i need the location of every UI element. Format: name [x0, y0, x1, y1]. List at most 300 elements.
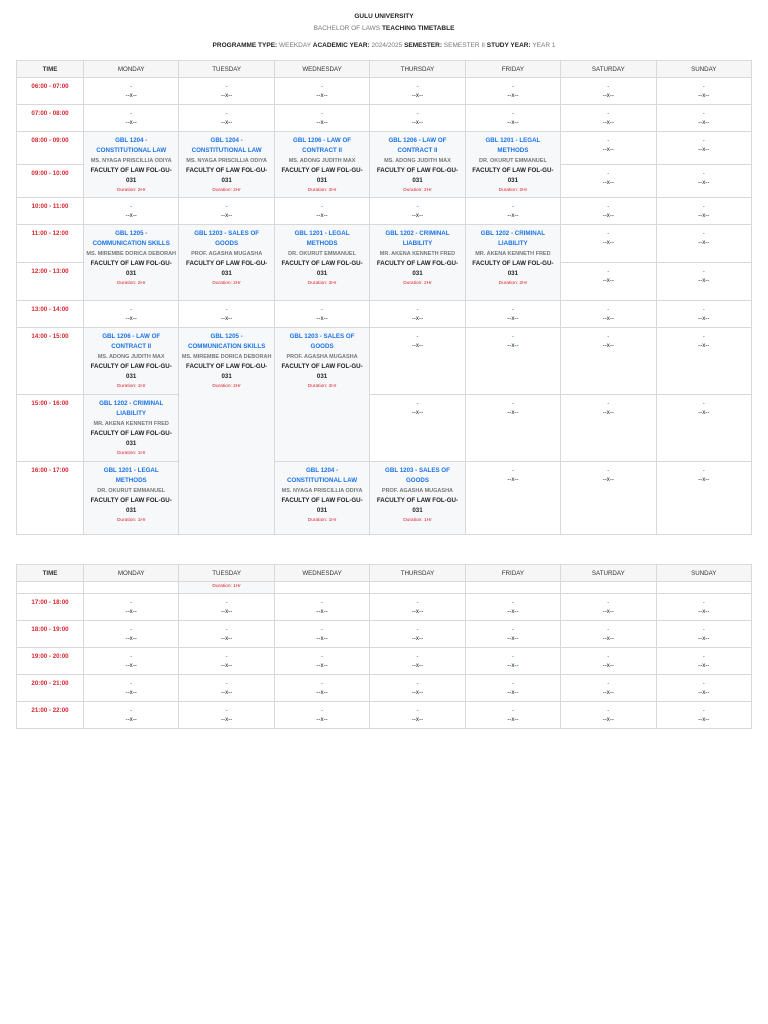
- free-slot: [465, 78, 560, 105]
- free-marker: --x--: [220, 716, 233, 723]
- session-course: GBL 1205 - COMMUNICATION SKILLS: [92, 230, 170, 247]
- free-marker: --x--: [411, 662, 424, 669]
- free-marker: --x--: [507, 212, 519, 219]
- free-slot: [465, 301, 560, 328]
- time-slot: 12:00 - 13:00: [17, 263, 84, 301]
- academic-year-label: ACADEMIC YEAR:: [312, 42, 370, 49]
- free-marker: --x--: [602, 179, 614, 186]
- free-slot: [84, 702, 179, 729]
- free-marker: --x--: [698, 342, 710, 349]
- semester-value: SEMESTER II: [443, 42, 485, 49]
- free-marker: --x--: [316, 608, 328, 615]
- free-slot: [274, 648, 369, 675]
- free-slot: [179, 105, 274, 132]
- free-dash: -: [321, 707, 324, 714]
- session-cell[interactable]: [274, 462, 369, 535]
- free-slot: [179, 702, 274, 729]
- col-sunday: SUNDAY: [656, 565, 751, 582]
- free-dash: -: [702, 333, 705, 340]
- free-marker: --x--: [411, 315, 424, 322]
- free-slot: [274, 621, 369, 648]
- session-lecturer: DR. OKURUT EMMANUEL: [478, 158, 547, 164]
- free-dash: -: [607, 268, 610, 275]
- free-slot: [179, 675, 274, 702]
- free-dash: -: [511, 653, 514, 660]
- free-dash: -: [321, 599, 324, 606]
- free-slot: [274, 78, 369, 105]
- free-slot: [465, 702, 560, 729]
- col-thursday: THURSDAY: [370, 61, 465, 78]
- session-lecturer: MR. AKENA KENNETH FRED: [475, 251, 551, 257]
- free-marker: --x--: [125, 662, 137, 669]
- time-slot: 11:00 - 12:00: [17, 225, 84, 263]
- session-course: GBL 1201 - LEGAL METHODS: [485, 137, 541, 154]
- session-duration: Duration: 2Hr: [212, 384, 241, 389]
- free-dash: -: [511, 707, 514, 714]
- free-slot: [370, 198, 465, 225]
- slot-row: [17, 225, 752, 263]
- free-dash: -: [511, 203, 514, 210]
- free-dash: -: [607, 333, 610, 340]
- free-slot: [179, 198, 274, 225]
- free-slot: [274, 105, 369, 132]
- time-slot: 16:00 - 17:00: [17, 462, 84, 535]
- session-lecturer: MR. AKENA KENNETH FRED: [93, 421, 169, 427]
- free-slot: [465, 105, 560, 132]
- programme-title: [0, 23, 768, 35]
- free-marker: --x--: [698, 635, 710, 642]
- free-dash: -: [511, 306, 514, 313]
- semester-label: SEMESTER:: [404, 42, 442, 49]
- free-slot: [656, 132, 751, 165]
- session-cell[interactable]: [370, 225, 465, 301]
- free-dash: -: [607, 83, 610, 90]
- session-lecturer: MS. ADONG JUDITH MAX: [288, 158, 356, 164]
- session-lecturer: MR. AKENA KENNETH FRED: [379, 251, 456, 257]
- free-dash: -: [702, 83, 705, 90]
- slot-row: [17, 328, 752, 395]
- free-slot: [370, 594, 465, 621]
- free-slot: [370, 78, 465, 105]
- session-cell[interactable]: [84, 462, 179, 535]
- session-room: FACULTY OF LAW FOL-GU-031: [376, 497, 459, 514]
- free-marker: --x--: [698, 92, 710, 99]
- col-tuesday: TUESDAY: [179, 565, 274, 582]
- time-slot: 08:00 - 09:00: [17, 132, 84, 165]
- free-dash: -: [607, 230, 610, 237]
- free-dash: -: [702, 599, 705, 606]
- session-cell[interactable]: [370, 132, 465, 198]
- free-slot: [179, 594, 274, 621]
- col-saturday: SATURDAY: [561, 61, 656, 78]
- free-marker: --x--: [220, 92, 233, 99]
- timetable-label: TEACHING TIMETABLE: [381, 25, 455, 32]
- free-dash: -: [321, 83, 324, 90]
- table-header-row: [17, 565, 752, 582]
- free-marker: --x--: [220, 315, 233, 322]
- time-slot: 09:00 - 10:00: [17, 165, 84, 198]
- study-year-value: YEAR 1: [532, 42, 556, 49]
- col-time: TIME: [17, 565, 84, 582]
- session-cell[interactable]: [84, 225, 179, 301]
- free-marker: --x--: [125, 635, 137, 642]
- slot-row: [17, 462, 752, 535]
- free-marker: --x--: [125, 689, 137, 696]
- session-duration: Duration: 2Hr: [212, 281, 241, 286]
- free-slot: [84, 78, 179, 105]
- free-marker: --x--: [507, 119, 519, 126]
- free-slot: [465, 675, 560, 702]
- free-dash: -: [511, 400, 514, 407]
- free-marker: --x--: [602, 689, 614, 696]
- free-marker: --x--: [698, 119, 710, 126]
- free-marker: --x--: [698, 608, 710, 615]
- timetable-day: [16, 60, 752, 535]
- free-marker: --x--: [507, 342, 519, 349]
- session-room: FACULTY OF LAW FOL-GU-031: [281, 497, 363, 514]
- free-marker: --x--: [698, 239, 710, 246]
- free-slot: [465, 198, 560, 225]
- free-marker: --x--: [507, 476, 519, 483]
- free-slot: [656, 78, 751, 105]
- continuation-duration: Duration: 1Hr: [179, 582, 274, 594]
- session-cell[interactable]: [179, 132, 274, 198]
- free-dash: -: [702, 306, 705, 313]
- free-marker: --x--: [507, 409, 519, 416]
- free-marker: --x--: [411, 212, 424, 219]
- timetable-evening: [16, 564, 752, 729]
- session-room: FACULTY OF LAW FOL-GU-031: [472, 260, 554, 277]
- free-dash: -: [702, 626, 705, 633]
- slot-row: [17, 621, 752, 648]
- free-marker: --x--: [602, 277, 614, 284]
- free-dash: -: [416, 680, 419, 687]
- session-room: FACULTY OF LAW FOL-GU-031: [90, 430, 172, 447]
- free-marker: --x--: [316, 689, 328, 696]
- free-dash: -: [702, 268, 705, 275]
- session-room: FACULTY OF LAW FOL-GU-031: [90, 363, 172, 380]
- free-marker: --x--: [602, 119, 614, 126]
- free-dash: -: [321, 306, 324, 313]
- free-marker: --x--: [507, 689, 519, 696]
- free-dash: -: [607, 707, 610, 714]
- session-cell[interactable]: [84, 395, 179, 462]
- programme-meta: [0, 35, 768, 52]
- free-marker: --x--: [316, 212, 328, 219]
- free-dash: -: [416, 626, 419, 633]
- session-lecturer: MS. NYAGA PRISCILLIA ODIYA: [281, 488, 363, 494]
- free-marker: --x--: [125, 716, 137, 723]
- free-slot: [561, 462, 656, 535]
- free-marker: --x--: [698, 689, 710, 696]
- time-slot: 20:00 - 21:00: [17, 675, 84, 702]
- free-slot: [561, 132, 656, 165]
- session-cell[interactable]: [179, 225, 274, 301]
- session-cell[interactable]: [370, 462, 465, 535]
- free-slot: [656, 105, 751, 132]
- free-dash: -: [416, 333, 419, 340]
- free-marker: --x--: [411, 608, 424, 615]
- free-slot: [370, 648, 465, 675]
- session-cell[interactable]: [84, 132, 179, 198]
- free-dash: -: [130, 653, 133, 660]
- slot-row: [17, 198, 752, 225]
- session-room: FACULTY OF LAW FOL-GU-031: [186, 260, 268, 277]
- free-dash: -: [702, 400, 705, 407]
- free-dash: -: [607, 170, 610, 177]
- free-slot: [465, 621, 560, 648]
- free-marker: --x--: [125, 119, 137, 126]
- free-slot: [561, 105, 656, 132]
- free-slot: [84, 621, 179, 648]
- free-slot: [370, 328, 465, 395]
- free-slot: [561, 648, 656, 675]
- free-dash: -: [321, 653, 324, 660]
- session-duration: Duration: 2Hr: [212, 188, 241, 193]
- continuation-row: [17, 582, 752, 594]
- session-cell[interactable]: [84, 328, 179, 395]
- time-slot: 18:00 - 19:00: [17, 621, 84, 648]
- session-course: GBL 1203 - SALES OF GOODS: [289, 333, 355, 350]
- free-dash: -: [607, 110, 610, 117]
- free-dash: -: [416, 599, 419, 606]
- free-dash: -: [702, 467, 705, 474]
- session-cell[interactable]: [465, 132, 560, 198]
- session-duration: Duration: 2Hr: [307, 384, 337, 389]
- session-cell[interactable]: [274, 328, 369, 462]
- free-dash: -: [511, 467, 514, 474]
- session-lecturer: MS. NYAGA PRISCILLIA ODIYA: [186, 158, 268, 164]
- free-dash: -: [416, 110, 419, 117]
- session-course: GBL 1206 - LAW OF CONTRACT II: [293, 137, 352, 154]
- session-cell[interactable]: [179, 328, 274, 535]
- free-dash: -: [225, 653, 228, 660]
- programme-type-value: WEEKDAY: [279, 42, 311, 49]
- free-dash: -: [702, 137, 705, 144]
- session-lecturer: MS. ADONG JUDITH MAX: [97, 354, 165, 360]
- free-dash: -: [225, 110, 228, 117]
- free-marker: --x--: [698, 409, 710, 416]
- free-dash: -: [130, 599, 133, 606]
- slot-row: [17, 675, 752, 702]
- session-duration: Duration: 1Hr: [307, 518, 337, 523]
- free-dash: -: [130, 626, 133, 633]
- free-marker: --x--: [411, 342, 424, 349]
- free-slot: [561, 198, 656, 225]
- timetable-header: [0, 0, 768, 52]
- free-slot: [370, 675, 465, 702]
- free-dash: -: [225, 83, 228, 90]
- free-marker: --x--: [602, 608, 614, 615]
- free-marker: --x--: [507, 608, 519, 615]
- free-dash: -: [416, 653, 419, 660]
- free-dash: -: [607, 599, 610, 606]
- free-marker: --x--: [698, 315, 710, 322]
- academic-year-value: 2024/2025: [371, 42, 403, 49]
- free-dash: -: [702, 170, 705, 177]
- free-slot: [465, 395, 560, 462]
- time-slot: 13:00 - 14:00: [17, 301, 84, 328]
- time-slot: 17:00 - 18:00: [17, 594, 84, 621]
- time-slot: 07:00 - 08:00: [17, 105, 84, 132]
- session-cell[interactable]: [465, 225, 560, 301]
- free-marker: --x--: [411, 689, 424, 696]
- session-course: GBL 1201 - LEGAL METHODS: [103, 467, 159, 484]
- session-duration: Duration: 2Hr: [403, 188, 432, 193]
- col-monday: MONDAY: [84, 61, 179, 78]
- free-marker: --x--: [602, 315, 614, 322]
- free-slot: [656, 301, 751, 328]
- free-marker: --x--: [125, 212, 137, 219]
- session-course: GBL 1205 - COMMUNICATION SKILLS: [188, 333, 266, 350]
- session-course: GBL 1201 - LEGAL METHODS: [294, 230, 350, 247]
- free-dash: -: [702, 680, 705, 687]
- free-dash: -: [130, 203, 133, 210]
- free-marker: --x--: [411, 119, 424, 126]
- session-course: GBL 1206 - LAW OF CONTRACT II: [388, 137, 447, 154]
- free-marker: --x--: [411, 716, 424, 723]
- free-slot: [656, 328, 751, 395]
- free-marker: --x--: [602, 716, 614, 723]
- free-marker: --x--: [602, 409, 614, 416]
- free-slot: [656, 395, 751, 462]
- free-marker: --x--: [698, 212, 710, 219]
- session-cell[interactable]: [274, 132, 369, 198]
- session-duration: Duration: 2Hr: [498, 281, 528, 286]
- free-marker: --x--: [220, 635, 233, 642]
- free-slot: [84, 301, 179, 328]
- session-course: GBL 1203 - SALES OF GOODS: [194, 230, 260, 247]
- slot-row: [17, 132, 752, 165]
- free-slot: [370, 105, 465, 132]
- session-cell[interactable]: [274, 225, 369, 301]
- free-slot: [656, 675, 751, 702]
- session-course: GBL 1204 - CONSTITUTIONAL LAW: [96, 137, 167, 154]
- session-duration: Duration: 1Hr: [116, 518, 146, 523]
- time-slot: 10:00 - 11:00: [17, 198, 84, 225]
- free-marker: --x--: [316, 315, 328, 322]
- free-dash: -: [702, 230, 705, 237]
- slot-row: [17, 648, 752, 675]
- free-marker: --x--: [125, 608, 137, 615]
- session-duration: Duration: 2Hr: [116, 281, 146, 286]
- free-marker: --x--: [125, 315, 137, 322]
- free-slot: [274, 675, 369, 702]
- free-slot: [274, 301, 369, 328]
- free-slot: [370, 621, 465, 648]
- free-marker: --x--: [411, 635, 424, 642]
- free-dash: -: [702, 203, 705, 210]
- free-marker: --x--: [316, 662, 328, 669]
- free-slot: [656, 648, 751, 675]
- free-slot: [84, 198, 179, 225]
- programme-name: BACHELOR OF LAWS: [313, 25, 381, 32]
- free-dash: -: [130, 110, 133, 117]
- free-dash: -: [511, 110, 514, 117]
- free-slot: [274, 198, 369, 225]
- col-friday: FRIDAY: [465, 61, 560, 78]
- session-course: GBL 1203 - SALES OF GOODS: [385, 467, 450, 484]
- free-dash: -: [607, 137, 610, 144]
- free-marker: --x--: [602, 342, 614, 349]
- session-room: FACULTY OF LAW FOL-GU-031: [472, 167, 554, 184]
- free-slot: [84, 105, 179, 132]
- study-year-label: STUDY YEAR:: [486, 42, 531, 49]
- session-room: FACULTY OF LAW FOL-GU-031: [376, 167, 459, 184]
- free-dash: -: [416, 203, 419, 210]
- col-sunday: SUNDAY: [656, 61, 751, 78]
- time-slot: 21:00 - 22:00: [17, 702, 84, 729]
- free-marker: --x--: [316, 635, 328, 642]
- session-lecturer: MS. MIREMBE DORICA DEBORAH: [181, 354, 272, 360]
- session-room: FACULTY OF LAW FOL-GU-031: [281, 363, 363, 380]
- free-slot: [84, 675, 179, 702]
- session-course: GBL 1204 - CONSTITUTIONAL LAW: [287, 467, 358, 484]
- slot-row: [17, 301, 752, 328]
- session-course: GBL 1206 - LAW OF CONTRACT II: [102, 333, 161, 350]
- session-duration: Duration: 2Hr: [498, 188, 528, 193]
- free-dash: -: [607, 203, 610, 210]
- free-marker: --x--: [507, 662, 519, 669]
- session-lecturer: PROF. AGASHA MUGASHA: [381, 488, 454, 494]
- free-dash: -: [130, 306, 133, 313]
- free-dash: -: [511, 599, 514, 606]
- free-marker: --x--: [602, 239, 614, 246]
- free-slot: [370, 395, 465, 462]
- session-duration: Duration: 1Hr: [116, 384, 146, 389]
- free-slot: [274, 702, 369, 729]
- session-lecturer: PROF. AGASHA MUGASHA: [286, 354, 358, 360]
- free-slot: [370, 301, 465, 328]
- free-marker: --x--: [316, 92, 328, 99]
- free-slot: [656, 225, 751, 263]
- free-slot: [561, 165, 656, 198]
- free-slot: [179, 78, 274, 105]
- session-lecturer: DR. OKURUT EMMANUEL: [288, 251, 356, 257]
- col-wednesday: WEDNESDAY: [274, 61, 369, 78]
- slot-row: [17, 594, 752, 621]
- free-marker: --x--: [507, 92, 519, 99]
- free-slot: [561, 621, 656, 648]
- free-slot: [561, 702, 656, 729]
- free-dash: -: [321, 626, 324, 633]
- free-slot: [561, 263, 656, 301]
- session-course: GBL 1204 - CONSTITUTIONAL LAW: [191, 137, 262, 154]
- time-slot: 06:00 - 07:00: [17, 78, 84, 105]
- university-name: GULU UNIVERSITY: [354, 13, 414, 20]
- free-marker: --x--: [698, 476, 710, 483]
- session-lecturer: DR. OKURUT EMMANUEL: [97, 488, 166, 494]
- free-marker: --x--: [507, 315, 519, 322]
- programme-type-label: PROGRAMME TYPE:: [212, 42, 278, 49]
- free-dash: -: [225, 707, 228, 714]
- free-slot: [656, 263, 751, 301]
- free-dash: -: [607, 626, 610, 633]
- free-dash: -: [225, 203, 228, 210]
- free-slot: [561, 395, 656, 462]
- free-slot: [561, 78, 656, 105]
- free-marker: --x--: [411, 92, 424, 99]
- session-duration: Duration: 2Hr: [403, 281, 432, 286]
- free-slot: [656, 702, 751, 729]
- slot-row: [17, 105, 752, 132]
- free-marker: --x--: [698, 662, 710, 669]
- free-dash: -: [702, 653, 705, 660]
- free-marker: --x--: [316, 716, 328, 723]
- free-slot: [656, 165, 751, 198]
- free-slot: [561, 328, 656, 395]
- session-room: FACULTY OF LAW FOL-GU-031: [90, 260, 172, 277]
